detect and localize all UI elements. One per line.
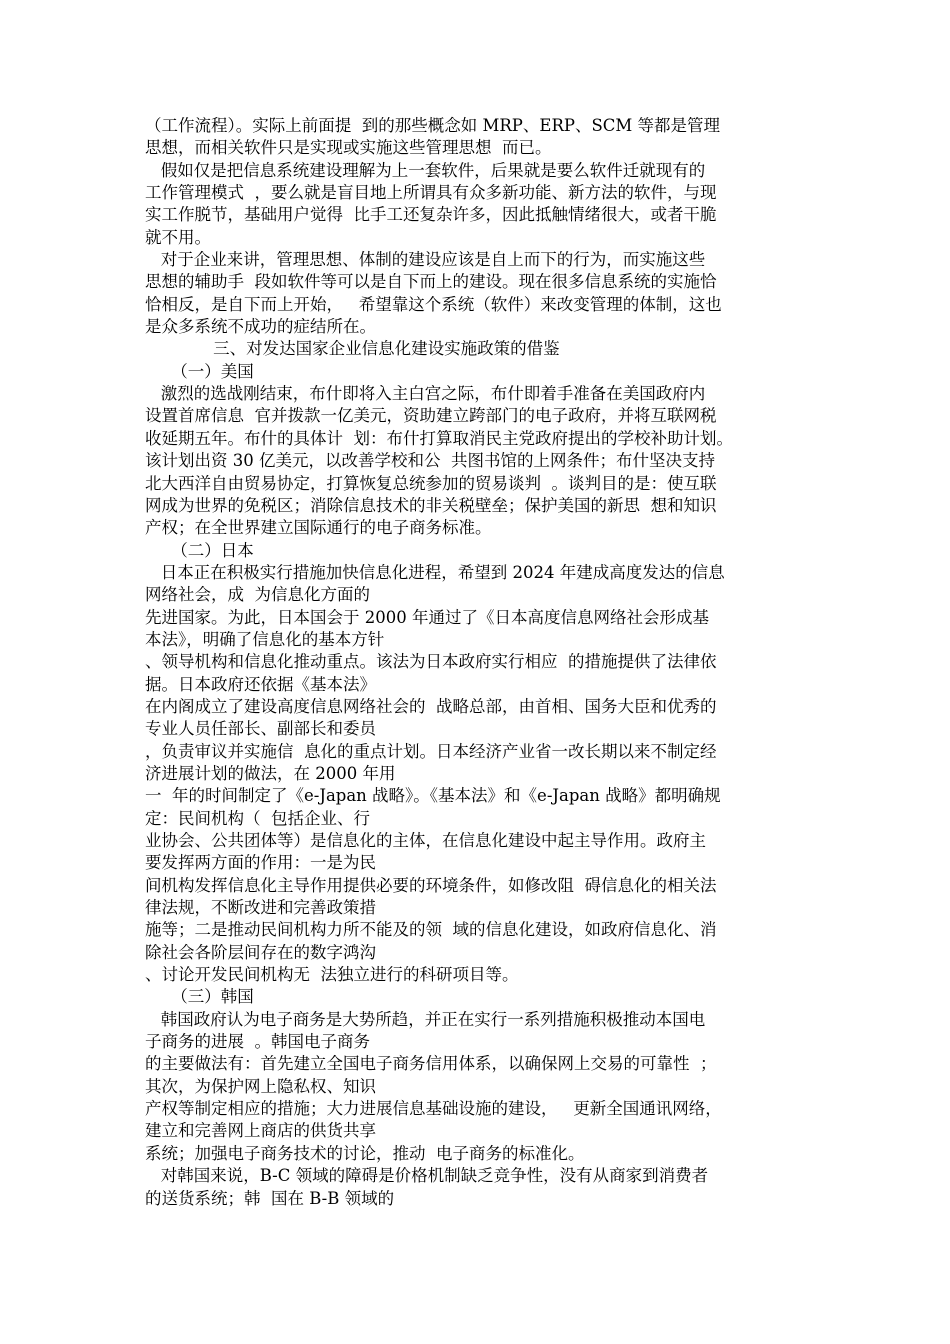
text-line: 假如仅是把信息系统建设理解为上一套软件，后果就是要么软件迁就现有的 [145,160,706,180]
text-line: 一 年的时间制定了《e-Japan 战略》。《基本法》和《e-Japan 战略》都明确规 [145,786,721,806]
text-line: 产权；在全世界建立国际通行的电子商务标准。 [145,518,492,538]
text-line: 北大西洋自由贸易协定，打算恢复总统参加的贸易谈判 。谈判目的是：使互联 [145,473,717,493]
text-line: 、领导机构和信息化推动重点。该法为日本政府实行相应 的措施提供了法律依 [145,652,717,672]
text-line: 设置首席信息 官并拨款一亿美元，资助建立跨部门的电子政府，并将互联网税 [145,406,717,426]
text-line: 系统；加强电子商务技术的讨论，推动 电子商务的标准化。 [145,1143,585,1163]
text-line: 其次，为保护网上隐私权、知识 [145,1076,376,1096]
text-line: 韩国政府认为电子商务是大势所趋，并正在实行一系列措施积极推动本国电 [145,1009,706,1029]
text-line: 律法规，不断改进和完善政策措 [145,898,376,918]
text-line: 收延期五年。布什的具体计 划：布什打算取消民主党政府提出的学校补助计划。 [145,428,733,448]
text-line: 施等；二是推动民间机构力所不能及的领 域的信息化建设，如政府信息化、消 [145,920,717,940]
text-line: 日本正在积极实行措施加快信息化进程，希望到 2024 年建成高度发达的信息 [145,562,725,582]
text-line: 本法》，明确了信息化的基本方针 [145,629,385,649]
text-line: 据。日本政府还依据《基本法》 [145,674,376,694]
text-line: 激烈的选战刚结束，布什即将入主白宫之际，布什即着手准备在美国政府内 [145,384,706,404]
text-line: 三、对发达国家企业信息化建设实施政策的借鉴 [145,339,560,359]
text-line: 要发挥两方面的作用：一是为民 [145,853,376,873]
text-line: 的送货系统；韩 国在 B-B 领域的 [145,1188,395,1208]
text-line: （三）韩国 [145,987,254,1007]
text-line: 先进国家。为此，日本国会于 2000 年通过了《日本高度信息网络社会形成基 [145,607,709,627]
text-line: 在内阁成立了建设高度信息网络社会的 战略总部，由首相、国务大臣和优秀的 [145,696,717,716]
text-line: （一）美国 [145,361,254,381]
text-line: 产权等制定相应的措施；大力进展信息基础设施的建设， 更新全国通讯网络， [145,1099,722,1119]
text-line: ，负责审议并实施信 息化的重点计划。日本经济产业省一改长期以来不制定经 [145,741,717,761]
text-line: 网络社会，成 为信息化方面的 [145,585,370,605]
text-line: （二）日本 [145,540,254,560]
text-line: 济进展计划的做法，在 2000 年用 [145,763,396,783]
document-body [145,115,835,1210]
text-line: 是众多系统不成功的症结所在。 [145,317,376,337]
text-line: 实工作脱节，基础用户觉得 比手工还复杂许多，因此抵触情绪很大，或者干脆 [145,205,717,225]
text-line: 间机构发挥信息化主导作用提供必要的环境条件，如修改阻 碍信息化的相关法 [145,875,717,895]
text-line: （工作流程）。实际上前面提 到的那些概念如 MRP、ERP、SCM 等都是管理 [145,116,721,135]
text-line: 定：民间机构（ 包括企业、行 [145,808,370,828]
text-line: 对于企业来讲，管理思想、体制的建设应该是自上而下的行为，而实施这些 [145,250,706,270]
text-line: 思想的辅助手 段如软件等可以是自下而上的建设。现在很多信息系统的实施恰 [145,272,717,292]
text-line: 就不用。 [145,227,211,247]
text-line: 的主要做法有：首先建立全国电子商务信用体系，以确保网上交易的可靠性 ； [145,1054,717,1074]
text-line: 、讨论开发民间机构无 法独立进行的科研项目等。 [145,965,519,985]
text-line: 网成为世界的免税区；消除信息技术的非关税壁垒；保护美国的新思 想和知识 [145,495,717,515]
text-line: 工作管理模式 ，要么就是盲目地上所谓具有众多新功能、新方法的软件，与现 [145,183,717,203]
text-line: 业协会、公共团体等）是信息化的主体，在信息化建设中起主导作用。政府主 [145,831,706,850]
text-line: 该计划出资 30 亿美元，以改善学校和公 共图书馆的上网条件；布什坚决支持 [145,451,715,471]
text-line: 思想，而相关软件只是实现或实施这些管理思想 而已。 [145,138,552,158]
text-line: 对韩国来说，B-C 领域的障碍是价格机制缺乏竞争性，没有从商家到消费者 [145,1166,709,1186]
text-line: 专业人员任部长、副部长和委员 [145,719,376,739]
text-line: 恰相反，是自下而上开始， 希望靠这个系统（软件）来改变管理的体制，这也 [145,294,722,314]
text-line: 子商务的进展 。韩国电子商务 [145,1032,370,1052]
text-line: 建立和完善网上商店的供货共享 [145,1121,376,1141]
text-line: 除社会各阶层间存在的数字鸿沟 [145,942,376,962]
